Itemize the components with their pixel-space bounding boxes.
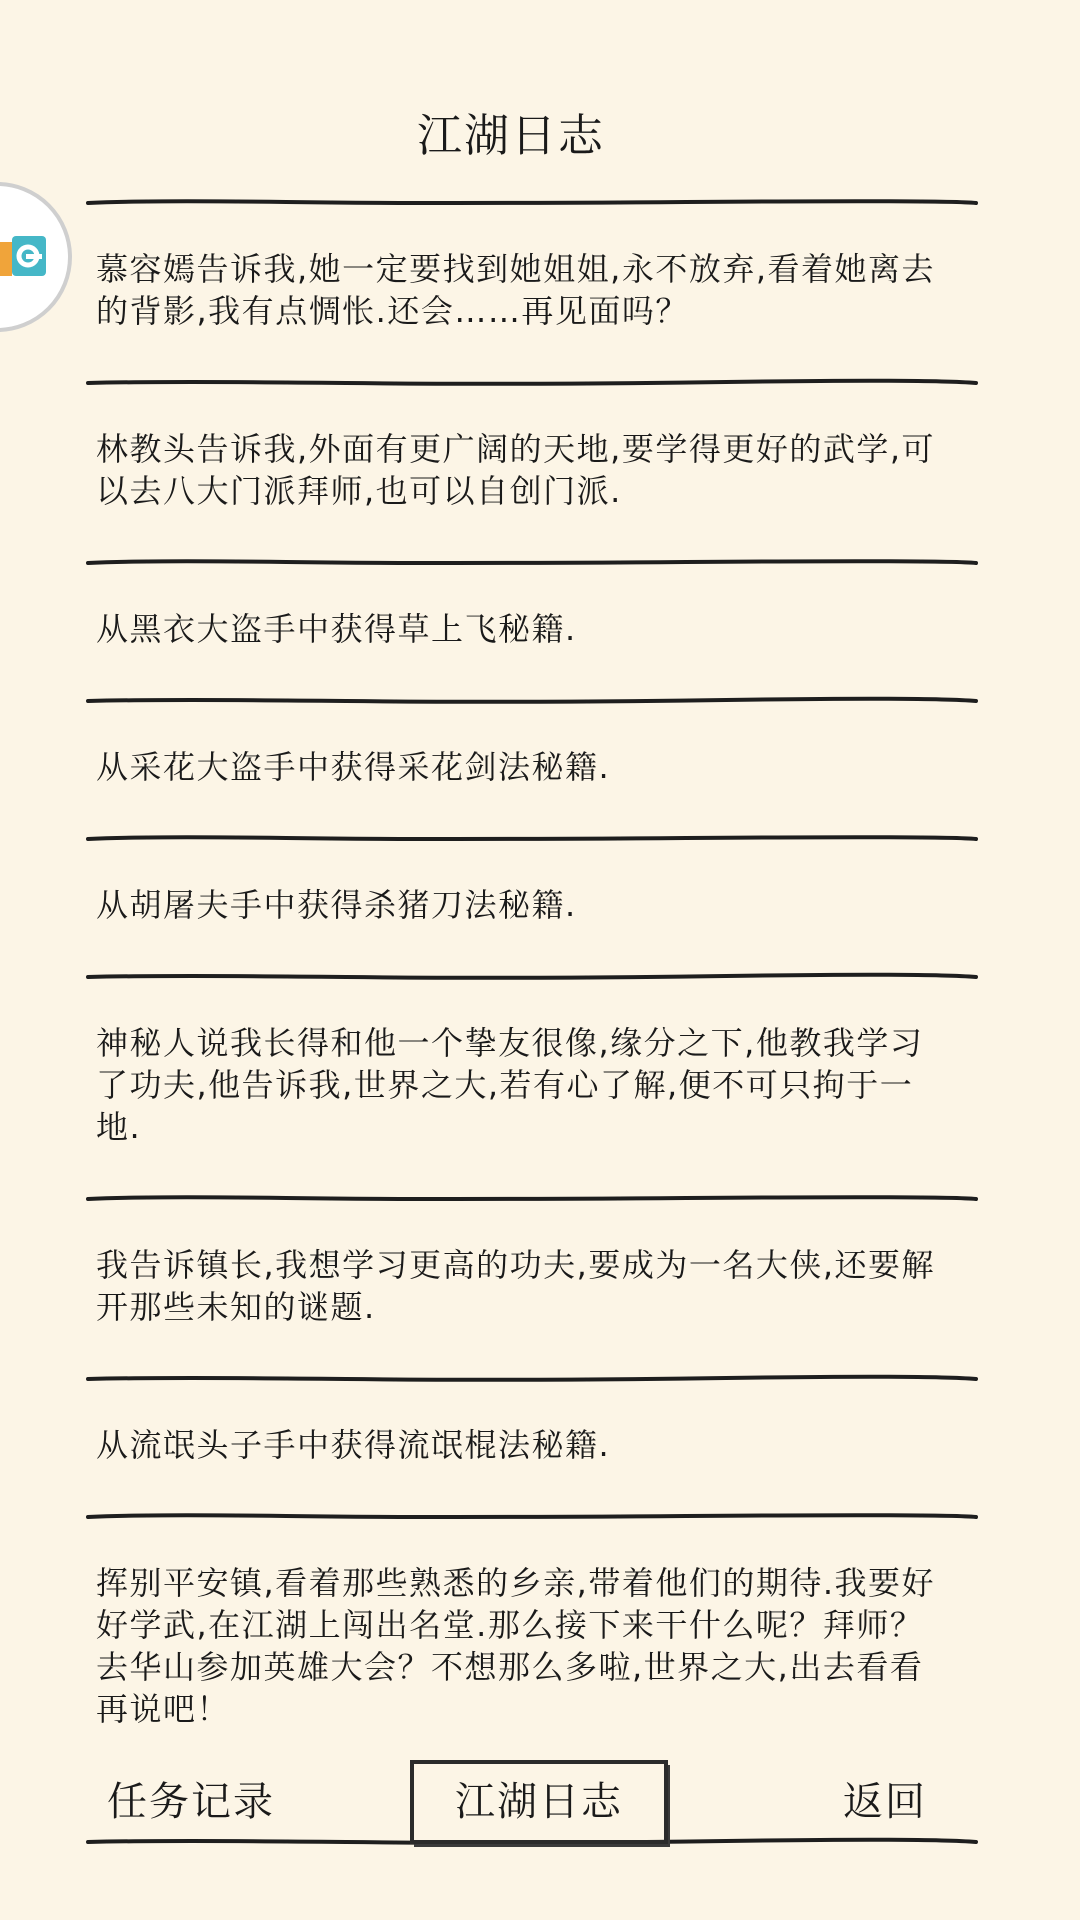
journal-entry: 挥别平安镇,看着那些熟悉的乡亲,带着他们的期待.我要好好学武,在江湖上闯出名堂.那么接下来干什么呢？拜师？去华山参加英雄大会？不想那么多啦,世界之大,出去看看再说吧！ [96, 1564, 936, 1728]
back-button[interactable]: 返回 [843, 1779, 927, 1825]
divider [86, 1192, 978, 1206]
journal-entry: 从采花大盗手中获得采花剑法秘籍. [96, 748, 611, 786]
divider [86, 832, 978, 846]
divider [86, 196, 978, 210]
divider [86, 1510, 978, 1524]
divider [86, 694, 978, 708]
divider [86, 1372, 978, 1386]
page-title: 江湖日志 [416, 109, 605, 162]
journal-entry: 慕容嫣告诉我,她一定要找到她姐姐,永不放弃,看着她离去的背影,我有点惆怅.还会……再见面吗？ [96, 250, 936, 330]
tab-task-log[interactable]: 任务记录 [107, 1779, 275, 1825]
divider [86, 556, 978, 570]
bottom-nav [0, 1760, 1080, 1848]
divider [86, 970, 978, 984]
journal-entry: 我告诉镇长,我想学习更高的功夫,要成为一名大侠,还要解开那些未知的谜题. [96, 1246, 936, 1326]
journal-entry: 从胡屠夫手中获得杀猪刀法秘籍. [96, 886, 577, 924]
tab-journal[interactable]: 江湖日志 [410, 1760, 668, 1844]
journal-entry: 从黑衣大盗手中获得草上飞秘籍. [96, 610, 577, 648]
journal-list[interactable] [0, 196, 1080, 1849]
journal-entry: 神秘人说我长得和他一个挚友很像,缘分之下,他教我学习了功夫,他告诉我,世界之大,若有心了解,便不可只拘于一地. [96, 1024, 924, 1146]
journal-entry: 从流氓头子手中获得流氓棍法秘籍. [96, 1426, 611, 1464]
divider [86, 376, 978, 390]
journal-entry: 林教头告诉我,外面有更广阔的天地,要学得更好的武学,可以去八大门派拜师,也可以自创门派. [96, 430, 936, 510]
